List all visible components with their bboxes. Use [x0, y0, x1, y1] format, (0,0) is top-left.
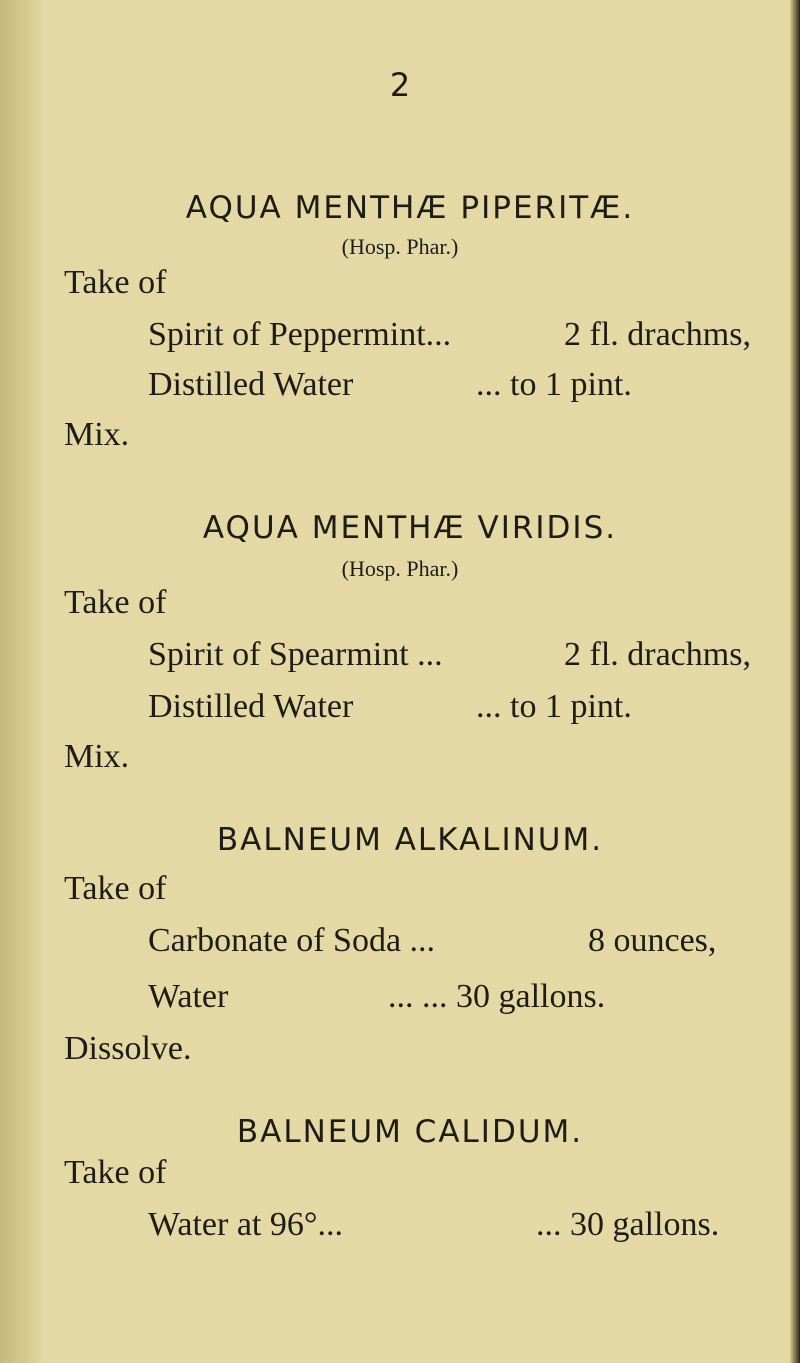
recipe-source: (Hosp. Phar.)	[341, 234, 459, 259]
recipe-title: AQUA MENTHÆ PIPERITÆ.	[185, 190, 635, 226]
ingredient-quantity: ... 30 gallons.	[536, 1206, 720, 1243]
recipe-source: (Hosp. Phar.)	[341, 556, 459, 581]
ingredient-name: Distilled Water	[148, 366, 354, 403]
ingredient-quantity: ... to 1 pint.	[476, 366, 632, 403]
recipe-intro: Take of	[64, 584, 167, 621]
recipe-intro: Take of	[64, 870, 167, 907]
ingredient-name: Carbonate of Soda ...	[148, 922, 436, 959]
recipe-instruction: Mix.	[64, 416, 130, 453]
recipe-intro: Take of	[64, 264, 167, 301]
ingredient-name: Distilled Water	[148, 688, 354, 725]
recipe-title: BALNEUM CALIDUM.	[236, 1114, 584, 1150]
ingredient-name: Water	[148, 978, 229, 1015]
recipe-instruction: Mix.	[64, 738, 130, 775]
recipe-instruction: Dissolve.	[64, 1030, 192, 1067]
ingredient-quantity: 2 fl. drachms,	[564, 636, 751, 673]
recipe-intro: Take of	[64, 1154, 167, 1191]
ingredient-quantity: 2 fl. drachms,	[564, 316, 751, 353]
recipe-title: BALNEUM ALKALINUM.	[216, 822, 604, 858]
ingredient-quantity: ... ... 30 gallons.	[388, 978, 606, 1015]
page-number: 2	[389, 66, 411, 104]
ingredient-name: Spirit of Peppermint...	[148, 316, 452, 353]
ingredient-name: Water at 96°...	[148, 1206, 343, 1243]
ingredient-name: Spirit of Spearmint ...	[148, 636, 443, 673]
ingredient-quantity: ... to 1 pint.	[476, 688, 632, 725]
ingredient-quantity: 8 ounces,	[588, 922, 717, 959]
recipe-title: AQUA MENTHÆ VIRIDIS.	[202, 510, 618, 546]
